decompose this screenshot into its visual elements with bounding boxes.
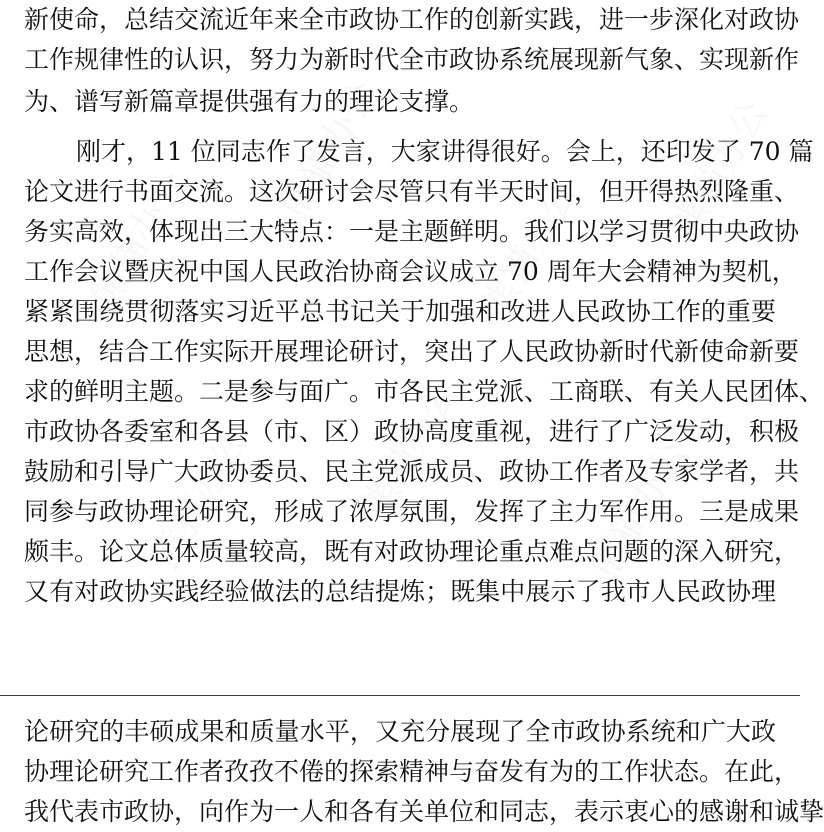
- page-divider: [0, 695, 800, 696]
- text-line: 紧紧围绕贯彻落实习近平总书记关于加强和改进人民政协工作的重要: [24, 297, 776, 326]
- text-line: 同参与政协理论研究，形成了浓厚氛围，发挥了主力军作用。三是成果: [24, 497, 800, 526]
- text-line: 工作规律性的认识，努力为新时代全市政协系统展现新气象、实现新作: [24, 45, 800, 74]
- text-line: 务实高效，体现出三大特点：一是主题鲜明。我们以学习贯彻中央政协: [24, 217, 800, 246]
- paragraph-first-line: 刚才，11 位同志作了发言，大家讲得很好。会上，还印发了 70 篇: [76, 137, 814, 166]
- text-line: 论文进行书面交流。这次研讨会尽管只有半天时间，但开得热烈隆重、: [24, 177, 800, 206]
- text-line: 市政协各委室和各县（市、区）政协高度重视，进行了广泛发动，积极: [24, 417, 800, 446]
- text-line: 为、谱写新篇章提供强有力的理论支撑。: [24, 87, 475, 116]
- text-line: 新使命，总结交流近年来全市政协工作的创新实践，进一步深化对政协: [24, 5, 800, 34]
- text-line: 又有对政协实践经验做法的总结提炼；既集中展示了我市人民政协理: [24, 577, 776, 606]
- text-line: 颇丰。论文总体质量较高，既有对政协理论重点难点问题的深入研究，: [24, 537, 800, 566]
- text-line: 论研究的丰硕成果和质量水平，又充分展现了全市政协系统和广大政: [24, 717, 776, 746]
- text-line: 思想，结合工作实际开展理论研讨，突出了人民政协新时代新使命新要: [24, 337, 800, 366]
- page-lower: [0, 700, 824, 826]
- text-line: 求的鲜明主题。二是参与面广。市各民主党派、工商联、有关人民团体、: [24, 377, 824, 406]
- text-line: 我代表市政协，向作为一人和各有关单位和同志，表示衷心的感谢和诚挚: [24, 797, 824, 826]
- text-line: 鼓励和引导广大政协委员、民主党派成员、政协工作者及专家学者，共: [24, 457, 800, 486]
- text-line: 协理论研究工作者孜孜不倦的探索精神与奋发有为的工作状态。在此，: [24, 757, 800, 786]
- text-line: 工作会议暨庆祝中国人民政治协商会议成立 70 周年大会精神为契机，: [24, 257, 797, 286]
